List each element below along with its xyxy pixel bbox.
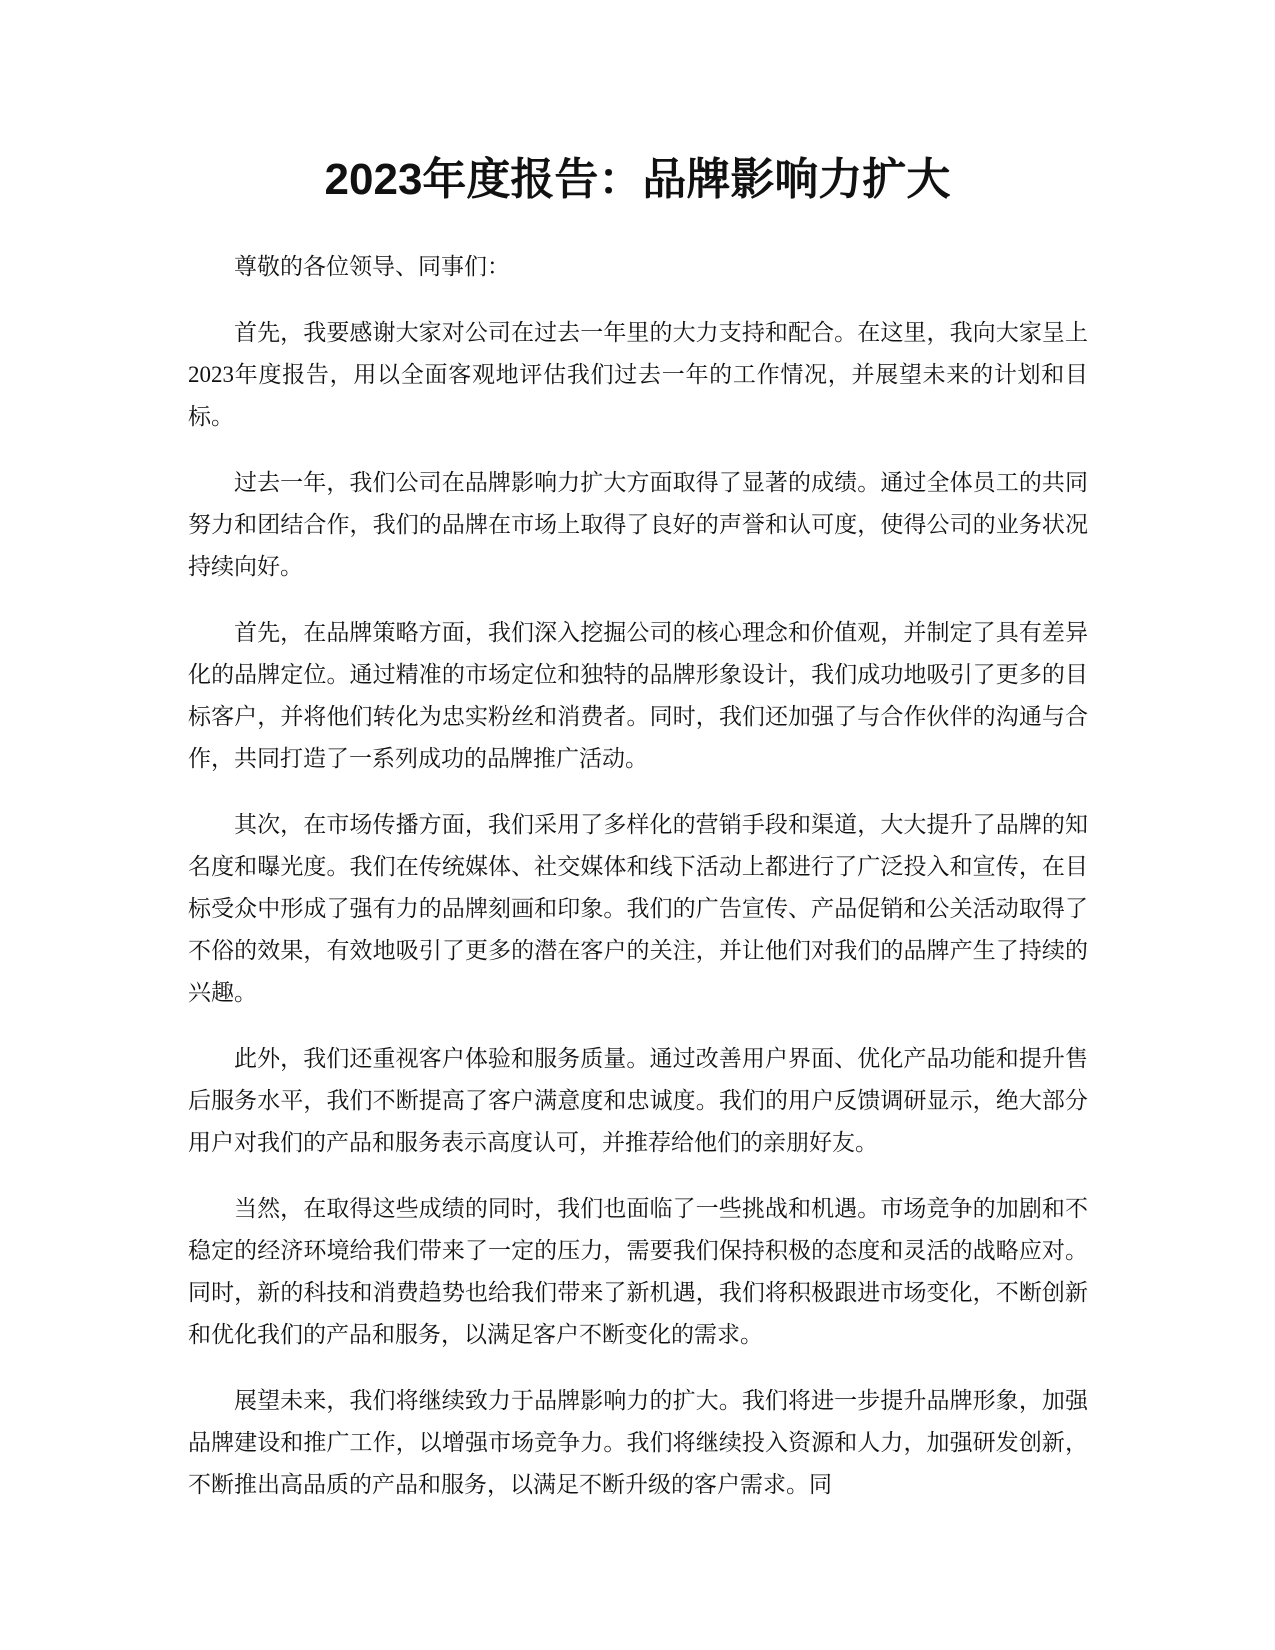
paragraph-3: 首先，在品牌策略方面，我们深入挖掘公司的核心理念和价值观，并制定了具有差异化的品牌定位。通过精准的市场定位和独特的品牌形象设计，我们成功地吸引了更多的目标客户，并将他们转化为忠实粉丝和消费者。同时，我们还加强了与合作伙伴的沟通与合作，共同打造了一系列成功的品牌推广活动。: [188, 620, 1088, 771]
paragraph-2: 过去一年，我们公司在品牌影响力扩大方面取得了显著的成绩。通过全体员工的共同努力和团结合作，我们的品牌在市场上取得了良好的声誉和认可度，使得公司的业务状况持续向好。: [188, 470, 1088, 579]
paragraph-6: 当然，在取得这些成绩的同时，我们也面临了一些挑战和机遇。市场竞争的加剧和不稳定的经济环境给我们带来了一定的压力，需要我们保持积极的态度和灵活的战略应对。同时，新的科技和消费趋势也给我们带来了新机遇，我们将积极跟进市场变化，不断创新和优化我们的产品和服务，以满足客户不断变化的需求。: [188, 1196, 1088, 1347]
paragraph-5: 此外，我们还重视客户体验和服务质量。通过改善用户界面、优化产品功能和提升售后服务水平，我们不断提高了客户满意度和忠诚度。我们的用户反馈调研显示，绝大部分用户对我们的产品和服务表示高度认可，并推荐给他们的亲朋好友。: [188, 1046, 1088, 1155]
document-body: [188, 246, 1088, 1530]
document-title: 2023年度报告：品牌影响力扩大: [324, 155, 951, 204]
paragraph-greeting: 尊敬的各位领导、同事们：: [234, 254, 510, 279]
paragraph-4: 其次，在市场传播方面，我们采用了多样化的营销手段和渠道，大大提升了品牌的知名度和曝光度。我们在传统媒体、社交媒体和线下活动上都进行了广泛投入和宣传，在目标受众中形成了强有力的品牌刻画和印象。我们的广告宣传、产品促销和公关活动取得了不俗的效果，有效地吸引了更多的潜在客户的关注，并让他们对我们的品牌产生了持续的兴趣。: [188, 812, 1088, 1005]
paragraph-7: 展望未来，我们将继续致力于品牌影响力的扩大。我们将进一步提升品牌形象，加强品牌建设和推广工作，以增强市场竞争力。我们将继续投入资源和人力，加强研发创新，不断推出高品质的产品和服务，以满足不断升级的客户需求。同: [188, 1388, 1088, 1497]
paragraph-1: 首先，我要感谢大家对公司在过去一年里的大力支持和配合。在这里，我向大家呈上2023年度报告，用以全面客观地评估我们过去一年的工作情况，并展望未来的计划和目标。: [188, 320, 1088, 429]
